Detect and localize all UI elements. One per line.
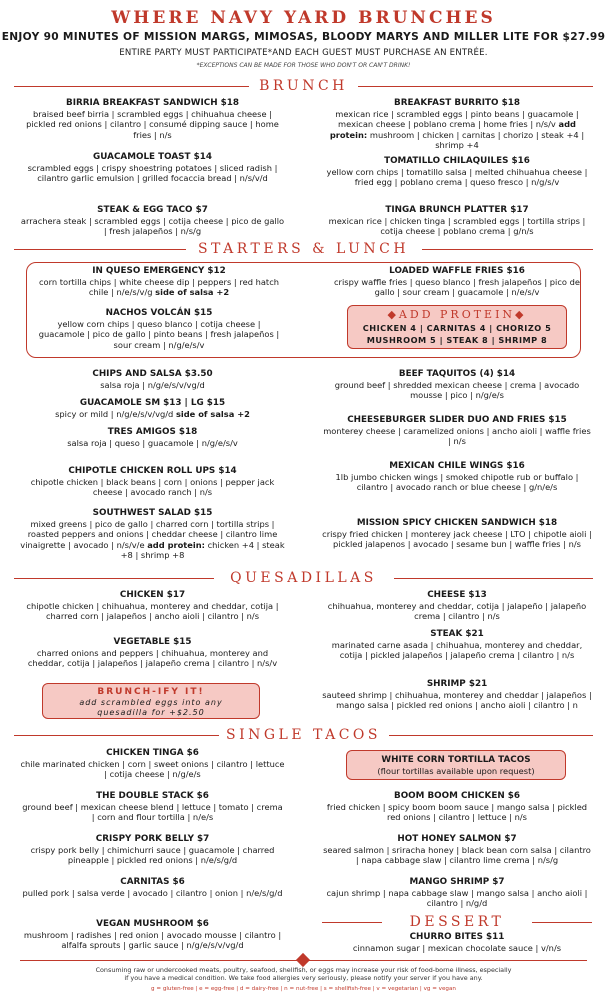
item-desc: crispy fried chicken | monterey jack cheese | LTO | chipotle aioli | pickled jalapenos | avocado | sesame bun | waffle fries | n/s: [322, 529, 592, 550]
item-name: BIRRIA BREAKFAST SANDWICH $18: [65, 98, 240, 108]
item-name: VEGETABLE $15: [113, 637, 192, 647]
item-desc: salsa roja | n/g/e/s/v/vg/d: [100, 380, 205, 390]
menu-item: [322, 628, 592, 661]
item-desc: corn tortilla chips | white cheese dip | peppers | red hatch chile | n/e/s/v/g side of salsa +2: [38, 277, 280, 298]
brunchify-title: BRUNCH-IFY IT!: [97, 687, 205, 697]
item-desc: mixed greens | pico de gallo | charred corn | tortilla strips | roasted peppers and onions | cheddar cheese | cilantro lime vinaigrette | avocado | n/s/v/e add protein: chicken +4 | steak +8 | shrimp +8: [20, 519, 285, 561]
item-desc: fried chicken | spicy boom boom sauce | mango salsa | pickled red onions | cilantro | lettuce | n/s: [326, 802, 588, 823]
menu-item: [34, 265, 284, 298]
item-desc: chile marinated chicken | corn | sweet onions | cilantro | lettuce | cotija cheese | n/g/e/s: [20, 759, 285, 780]
menu-item: [20, 368, 285, 390]
item-desc: charred onions and peppers | chihuahua, monterey and cheddar, cotija | jalapeños | jalapeño crema | cilantro | n/s/v: [27, 648, 278, 669]
item-name: BREAKFAST BURRITO $18: [394, 98, 520, 108]
menu-item: [322, 833, 592, 866]
item-name: CHICKEN TINGA $6: [106, 748, 199, 758]
section-title-brunch: BRUNCH: [259, 78, 348, 94]
item-name: THE DOUBLE STACK $6: [96, 791, 209, 801]
menu-item: [322, 589, 592, 622]
item-desc: ground beef | mexican cheese blend | lettuce | tomato | crema | corn and flour tortilla | n/e/s: [22, 802, 283, 823]
salsa-side-label: side of salsa +2: [155, 287, 230, 298]
menu-item: [322, 414, 592, 447]
item-name: CHEESEBURGER SLIDER DUO AND FRIES $15: [347, 415, 567, 425]
item-desc: salsa roja | queso | guacamole | n/g/e/s/v: [67, 438, 238, 448]
item-desc: marinated carne asada | chihuahua, monterey and cheddar, cotija | pickled jalapeños | jalapeño crema | cilantro | n/s: [331, 640, 583, 661]
item-name: CHIPOTLE CHICKEN ROLL UPS $14: [68, 466, 237, 476]
add-protein-line: MUSHROOM 5 | STEAK 8 | SHRIMP 8: [366, 335, 548, 345]
menu-item: [322, 204, 592, 237]
add-protein-title: ◆ADD PROTEIN◆: [387, 308, 527, 321]
item-name: CHIPS AND SALSA $3.50: [92, 369, 213, 379]
section-quesadillas: [14, 570, 593, 586]
disclaimer-line: Consuming raw or undercooked meats, poultry, seafood, shellfish, or eggs may increase your risk of food-borne illness, especially: [95, 966, 512, 974]
item-name: CHICKEN $17: [119, 590, 186, 600]
exceptions-note: *EXCEPTIONS CAN BE MADE FOR THOSE WHO DON'T OR CAN'T DRINK!: [196, 62, 411, 69]
menu-item: [322, 876, 592, 909]
item-name: NACHOS VOLCÁN $15: [105, 308, 213, 318]
menu-item: [20, 876, 285, 898]
item-name: MEXICAN CHILE WINGS $16: [389, 461, 525, 471]
brunchify-text: add scrambled eggs into any: [79, 698, 223, 707]
item-desc: chipotle chicken | black beans | corn | onions | pepper jack cheese | avocado ranch | n/s: [30, 477, 275, 498]
item-desc: crispy pork belly | chimichurri sauce | guacamole | charred pineapple | pickled red onions | n/e/s/g/d: [30, 845, 275, 866]
section-tacos: [14, 727, 593, 743]
item-desc: yellow corn chips | queso blanco | cotija cheese | guacamole | pico de gallo | pinto beans | fresh jalapeños | sour cream | n/g/e/s/v: [38, 319, 280, 350]
item-name: BEEF TAQUITOS (4) $14: [398, 369, 516, 379]
menu-subtitle: ENJOY 90 MINUTES OF MISSION MARGS, MIMOSAS, BLOODY MARYS AND MILLER LITE FOR $27.99: [1, 31, 606, 43]
menu-item: [322, 368, 592, 401]
item-desc: cinnamon sugar | mexican chocolate sauce | v/n/s: [352, 943, 562, 953]
item-desc: pulled pork | salsa verde | avocado | cilantro | onion | n/e/s/g/d: [22, 888, 283, 898]
item-name: HOT HONEY SALMON $7: [397, 834, 517, 844]
add-protein-label: add protein:: [329, 119, 576, 140]
item-name: TRES AMIGOS $18: [107, 427, 198, 437]
salsa-side-label: side of salsa +2: [175, 409, 250, 419]
item-name: IN QUESO EMERGENCY $12: [92, 266, 226, 276]
item-desc: chihuahua, monterey and cheddar, cotija | jalapeño | jalapeño crema | cilantro | n/s: [327, 601, 587, 622]
item-name: TOMATILLO CHILAQUILES $16: [384, 156, 530, 166]
menu-item: [20, 97, 285, 140]
add-protein-line: CHICKEN 4 | CARNITAS 4 | CHORIZO 5: [362, 323, 552, 333]
menu-item: [20, 151, 285, 184]
section-title-dessert: DESSERT: [409, 914, 505, 930]
item-desc: mushroom | radishes | red onion | avocado mousse | cilantro | alfalfa sprouts | garlic sauce | n/g/e/s/v/vg/d: [23, 930, 282, 951]
menu-item: [20, 426, 285, 448]
menu-item: [20, 465, 285, 498]
menu-item: [20, 747, 285, 780]
section-starters: [14, 241, 593, 257]
item-desc: seared salmon | sriracha honey | black bean corn salsa | cilantro | napa cabbage slaw | cilantro lime crema | n/s/g: [323, 845, 591, 866]
menu-item: [322, 517, 592, 550]
item-desc: braised beef birria | scrambled eggs | chihuahua cheese | pickled red onions | cilantro | consumé dipping sauce | home fries | n/s: [26, 109, 279, 140]
item-name: CHEESE $13: [427, 590, 487, 600]
menu-item: [34, 307, 284, 350]
item-desc: ground beef | shredded mexican cheese | crema | avocado mousse | pico | n/g/e/s: [334, 380, 580, 401]
item-desc: monterey cheese | caramelized onions | ancho aioli | waffle fries | n/s: [323, 426, 591, 447]
item-name: MISSION SPICY CHICKEN SANDWICH $18: [356, 518, 558, 528]
item-desc: 1lb jumbo chicken wings | smoked chipotle rub or buffalo | cilantro | avocado ranch or blue cheese | g/n/e/s: [335, 472, 579, 493]
add-protein-box: [347, 305, 567, 349]
menu-title: WHERE NAVY YARD BRUNCHES: [111, 8, 496, 28]
menu-item: [322, 155, 592, 188]
item-desc: mexican rice | chicken tinga | scrambled eggs | tortilla strips | cotija cheese | poblano crema | g/n/s: [328, 216, 586, 237]
menu-item: [20, 507, 285, 561]
menu-item: [322, 790, 592, 823]
menu-item: [20, 636, 285, 669]
item-name: SHRIMP $21: [426, 679, 488, 689]
item-name: STEAK & EGG TACO $7: [97, 205, 208, 215]
menu-item: [322, 460, 592, 493]
item-name: CRISPY PORK BELLY $7: [95, 834, 210, 844]
section-dessert: [322, 914, 592, 930]
item-name: GUACAMOLE SM $13 | LG $15: [79, 398, 226, 408]
menu-item: [20, 589, 285, 622]
item-desc: cajun shrimp | napa cabbage slaw | mango salsa | ancho aioli | cilantro | n/g/d: [326, 888, 588, 909]
menu-item: [20, 397, 285, 419]
item-desc: chipotle chicken | chihuahua, monterey and cheddar, cotija | charred corn | jalapeños | ancho aioli | cilantro | n/s: [26, 601, 279, 622]
item-name: SOUTHWEST SALAD $15: [92, 508, 213, 518]
allergy-disclaimer: [0, 966, 607, 983]
menu-item: [322, 97, 592, 151]
menu-item: [20, 918, 285, 951]
section-title-starters: STARTERS & LUNCH: [197, 241, 410, 257]
item-desc: arrachera steak | scrambled eggs | cotija cheese | pico de gallo | fresh jalapeños | n/s/g: [20, 216, 285, 237]
menu-item: [328, 265, 586, 298]
brunchify-text: quesadilla for +$2.50: [97, 707, 205, 717]
white-corn-subtitle: (flour tortillas available upon request): [377, 766, 535, 776]
item-desc: crispy waffle fries | queso blanco | fresh jalapeños | pico de gallo | sour cream | guacamole | n/e/s/v: [333, 277, 581, 298]
item-desc: mexican rice | scrambled eggs | pinto beans | guacamole | mexican cheese | poblano crema | home fries | n/s/v add protein: mushroom | chicken | carnitas | chorizo | steak +4 | shrimp +4: [329, 109, 585, 151]
item-name: STEAK $21: [430, 629, 484, 639]
item-name: MANGO SHRIMP $7: [409, 877, 505, 887]
section-title-quesadillas: QUESADILLAS: [230, 570, 377, 586]
participation-note: ENTIRE PARTY MUST PARTICIPATE*AND EACH GUEST MUST PURCHASE AN ENTRÉE.: [119, 48, 488, 58]
section-title-tacos: SINGLE TACOS: [226, 727, 381, 743]
item-name: BOOM BOOM CHICKEN $6: [394, 791, 520, 801]
menu-item: [20, 790, 285, 823]
add-protein-label: add protein:: [147, 539, 205, 550]
menu-item: [20, 833, 285, 866]
white-corn-title: WHITE CORN TORTILLA TACOS: [381, 755, 531, 765]
item-desc: scrambled eggs | crispy shoestring potatoes | sliced radish | cilantro garlic emulsion | grilled focaccia bread | n/s/v/d: [27, 163, 278, 184]
menu-item: [322, 678, 592, 711]
item-name: LOADED WAFFLE FRIES $16: [389, 266, 525, 276]
dietary-legend: g = gluten-free | e = egg-free | d = dairy-free | n = nut-free | s = shellfish-free | v = vegetarian | vg = vegan: [151, 986, 456, 992]
item-name: VEGAN MUSHROOM $6: [96, 919, 209, 929]
item-name: CARNITAS $6: [120, 877, 185, 887]
item-name: TINGA BRUNCH PLATTER $17: [385, 205, 529, 215]
item-desc: sauteed shrimp | chihuahua, monterey and cheddar | jalapeños | mango salsa | pickled red onions | ancho aioli | cilantro | n: [322, 690, 592, 711]
menu-item: [20, 204, 285, 237]
brunchify-box: [42, 683, 260, 719]
item-name: GUACAMOLE TOAST $14: [93, 152, 212, 162]
white-corn-tortilla-box: [346, 750, 566, 780]
diamond-ornament-icon: [296, 953, 310, 967]
item-desc: spicy or mild | n/g/e/s/v/vg/d side of salsa +2: [55, 409, 250, 419]
disclaimer-line: if you have a medical condition. We take food allergies very seriously, please notify your server if you have any.: [124, 974, 483, 983]
section-brunch: [14, 78, 593, 94]
item-name: CHURRO BITES $11: [409, 932, 505, 942]
menu-item: [322, 931, 592, 953]
item-desc: yellow corn chips | tomatillo salsa | melted chihuahua cheese | fried egg | poblano crema | queso fresco | n/g/s/v: [326, 167, 588, 188]
